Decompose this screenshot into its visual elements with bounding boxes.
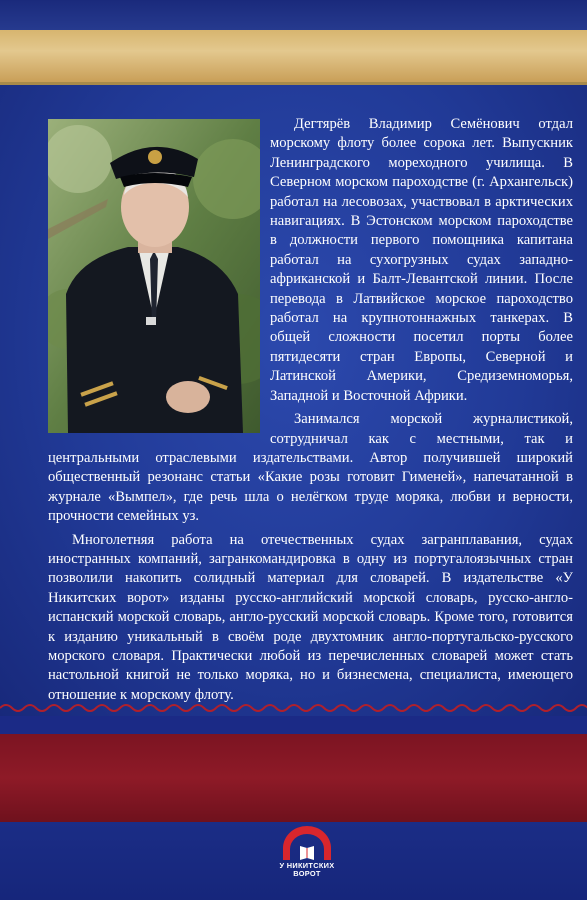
bio-paragraph-career: Дегтярёв Владимир Семёнович отдал морскому флоту более сорока лет. Выпускник Ленинградского мореходного училища. В Северном морском пароходстве (г. Архангельск) работал на лесовозах, участвовал в арктических навигациях. В Эстонском морском пароходстве в должности первого помощника капитана работал на сухогрузных судах западно-африканской и Балт-Левантской линии. После перевода в Латвийское морское пароходство работал на крупнотоннажных танкерах. В общей сложности посетил порты более пятидесяти стран Европы, Северной и Латинской Америки, Средиземноморья, Западной и Восточной Африки. xyxy=(270,116,573,404)
bio-paragraph-dictionaries: Многолетняя работа на отечественных судах загранплавания, судах иностранных компаний, загранкомандировка в одну из португалоязычных стран позволили накопить солидный материал для словарей. В издательстве «У Никитских ворот» изданы русско-английский морской словарь, русско-англо-испанский морской словарь, англо-русский морской словарь. Кроме того, готовится к изданию уникальный в своём роде двухтомник англо-португальско-русского морского словаря. Практически любой из перечисленных словарей может стать настольной книгой не только моряка, но и бизнесмена, специалиста, имеющего отношение к морскому флоту. xyxy=(48,531,573,703)
publisher-name-line2: ВОРОТ xyxy=(293,869,321,879)
burgundy-band xyxy=(0,734,587,822)
author-biography xyxy=(48,115,573,705)
publisher-logo xyxy=(262,826,352,886)
gold-band xyxy=(0,30,587,82)
top-navy-band xyxy=(0,0,587,30)
arch-book-icon xyxy=(277,826,337,862)
photo-spacer xyxy=(48,115,270,431)
lower-navy-band xyxy=(0,716,587,734)
bio-paragraph-journalism: Занимался морской журналистикой, сотрудничал как с местными, так и центральными отраслевыми издательствами. Автор получившей широкий общественный резонанс статьи «Какие розы готовит Гименей», напечатанной в журнале «Вымпел», где речь шла о нелёгком труде моряка, любви и верности, прочности семейных уз. xyxy=(48,411,573,525)
decorative-wave-border xyxy=(0,700,587,716)
publisher-name-line1: У НИКИТСКИХ xyxy=(279,861,335,870)
